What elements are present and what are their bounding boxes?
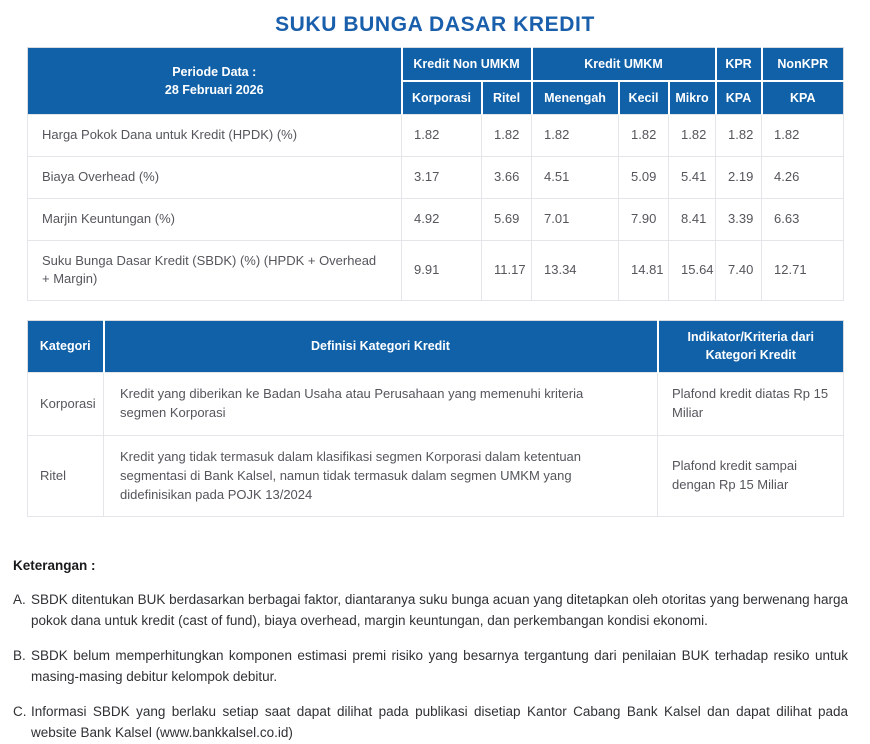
page-title: SUKU BUNGA DASAR KREDIT bbox=[275, 13, 595, 36]
cell-value: 5.41 bbox=[669, 156, 716, 198]
note-text: Informasi SBDK yang berlaku setiap saat dapat dilihat pada publikasi disetiap Kantor Cabang Bank Kalsel dan dapat dilihat pada website Bank Kalsel (www.bankkalsel.co.id) bbox=[31, 704, 848, 741]
row-label: Biaya Overhead (%) bbox=[28, 156, 402, 198]
group-header-kredit-umkm: Kredit UMKM bbox=[532, 48, 716, 82]
category-indicator: Plafond kredit diatas Rp 15 Miliar bbox=[658, 373, 844, 436]
cell-value: 1.82 bbox=[669, 115, 716, 157]
cell-value: 1.82 bbox=[762, 115, 844, 157]
cell-value: 1.82 bbox=[402, 115, 482, 157]
cell-value: 3.17 bbox=[402, 156, 482, 198]
table-row-ritel bbox=[28, 435, 844, 517]
category-table-header bbox=[28, 321, 844, 373]
cell-value: 7.40 bbox=[716, 240, 762, 301]
category-definition: Kredit yang diberikan ke Badan Usaha atau Perusahaan yang memenuhi kriteria segmen Korporasi bbox=[104, 373, 658, 436]
col-header-ritel: Ritel bbox=[482, 81, 532, 115]
note-letter: A. bbox=[13, 592, 26, 608]
note-letter: B. bbox=[13, 648, 26, 664]
col-header-definisi: Definisi Kategori Kredit bbox=[104, 321, 658, 373]
col-header-indikator: Indikator/Kriteria dari Kategori Kredit bbox=[658, 321, 844, 373]
note-item-c bbox=[13, 702, 848, 744]
cell-value: 1.82 bbox=[619, 115, 669, 157]
period-header-cell bbox=[28, 48, 402, 115]
table-row-marjin-keuntungan bbox=[28, 198, 844, 240]
note-text: SBDK ditentukan BUK berdasarkan berbagai faktor, diantaranya suku bunga acuan yang ditetapkan oleh otoritas yang berwenang harga pokok dana untuk kredit (cast of fund), biaya overhead, margin keuntungan, dan perkembangan kondisi ekonomi. bbox=[31, 592, 848, 629]
note-letter: C. bbox=[13, 704, 27, 720]
col-header-korporasi: Korporasi bbox=[402, 81, 482, 115]
cell-value: 13.34 bbox=[532, 240, 619, 301]
cell-value: 3.66 bbox=[482, 156, 532, 198]
row-label: Marjin Keuntungan (%) bbox=[28, 198, 402, 240]
table-row-hpdk bbox=[28, 115, 844, 157]
cell-value: 14.81 bbox=[619, 240, 669, 301]
col-header-kpa-kpr: KPA bbox=[716, 81, 762, 115]
period-label: Periode Data : bbox=[172, 64, 257, 79]
category-definition: Kredit yang tidak termasuk dalam klasifikasi segmen Korporasi dalam ketentuan segmentasi di Bank Kalsel, namun tidak termasuk dalam segmen UMKM yang didefinisikan pada POJK 13/2024 bbox=[104, 435, 658, 517]
cell-value: 1.82 bbox=[532, 115, 619, 157]
cell-value: 9.91 bbox=[402, 240, 482, 301]
row-label: Suku Bunga Dasar Kredit (SBDK) (%) (HPDK + Overhead + Margin) bbox=[28, 240, 402, 301]
cell-value: 7.01 bbox=[532, 198, 619, 240]
col-header-menengah: Menengah bbox=[532, 81, 619, 115]
table-row-sbdk bbox=[28, 240, 844, 301]
category-indicator: Plafond kredit sampai dengan Rp 15 Miliar bbox=[658, 435, 844, 517]
period-value: 28 Februari 2026 bbox=[164, 83, 264, 97]
cell-value: 11.17 bbox=[482, 240, 532, 301]
category-name: Ritel bbox=[28, 435, 104, 517]
cell-value: 12.71 bbox=[762, 240, 844, 301]
note-text: SBDK belum memperhitungkan komponen estimasi premi risiko yang besarnya tergantung dari penilaian BUK terhadap resiko untuk masing-masing debitur kelompok debitur. bbox=[31, 648, 848, 685]
notes-section bbox=[13, 558, 848, 744]
cell-value: 7.90 bbox=[619, 198, 669, 240]
col-header-kpa-nonkpr: KPA bbox=[762, 81, 844, 115]
cell-value: 15.64 bbox=[669, 240, 716, 301]
rates-table-header bbox=[28, 48, 844, 115]
col-header-kecil: Kecil bbox=[619, 81, 669, 115]
table-row-biaya-overhead bbox=[28, 156, 844, 198]
col-header-mikro: Mikro bbox=[669, 81, 716, 115]
note-item-a bbox=[13, 590, 848, 632]
cell-value: 4.26 bbox=[762, 156, 844, 198]
group-header-kpr: KPR bbox=[716, 48, 762, 82]
sbdk-rates-table bbox=[27, 47, 844, 301]
col-header-kategori: Kategori bbox=[28, 321, 104, 373]
group-header-kredit-non-umkm: Kredit Non UMKM bbox=[402, 48, 532, 82]
notes-heading: Keterangan : bbox=[13, 558, 96, 574]
cell-value: 2.19 bbox=[716, 156, 762, 198]
credit-category-table bbox=[27, 320, 844, 517]
table-row-korporasi bbox=[28, 373, 844, 436]
row-label: Harga Pokok Dana untuk Kredit (HPDK) (%) bbox=[28, 115, 402, 157]
cell-value: 6.63 bbox=[762, 198, 844, 240]
cell-value: 4.92 bbox=[402, 198, 482, 240]
cell-value: 1.82 bbox=[482, 115, 532, 157]
cell-value: 5.09 bbox=[619, 156, 669, 198]
group-header-nonkpr: NonKPR bbox=[762, 48, 844, 82]
cell-value: 1.82 bbox=[716, 115, 762, 157]
category-name: Korporasi bbox=[28, 373, 104, 436]
cell-value: 5.69 bbox=[482, 198, 532, 240]
note-item-b bbox=[13, 646, 848, 688]
cell-value: 8.41 bbox=[669, 198, 716, 240]
cell-value: 4.51 bbox=[532, 156, 619, 198]
cell-value: 3.39 bbox=[716, 198, 762, 240]
